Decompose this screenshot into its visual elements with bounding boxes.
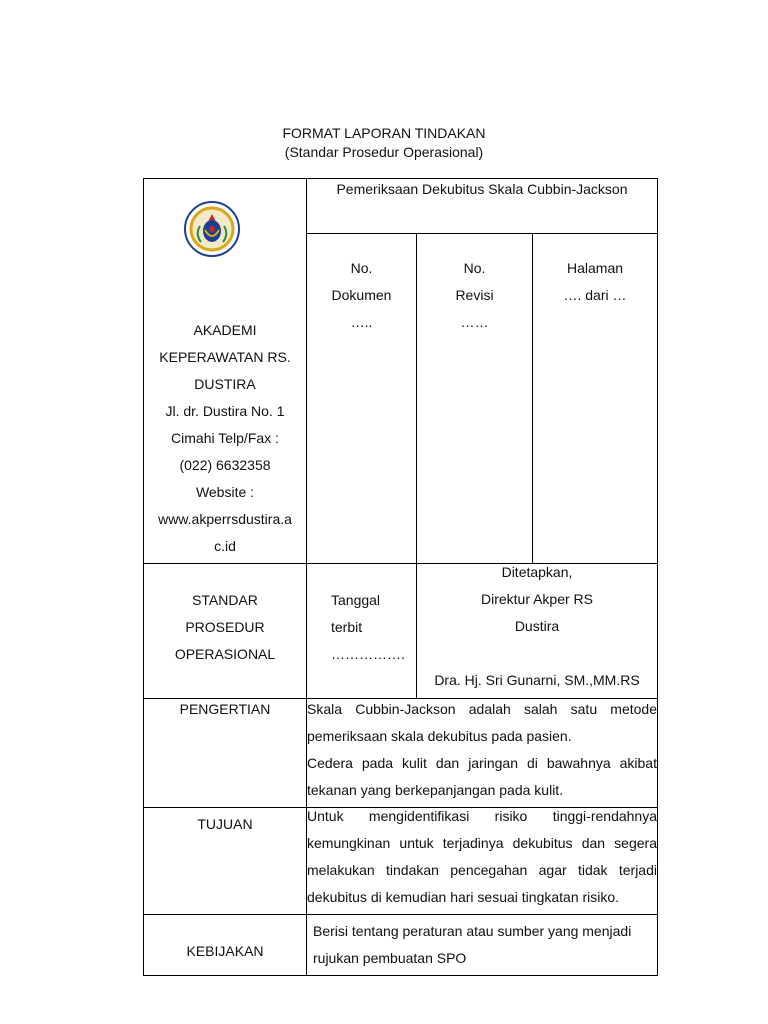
kebijakan-label: KEBIJAKAN <box>186 943 264 959</box>
revision-label-1: No. <box>463 260 486 276</box>
revision-label-2: Revisi <box>455 287 494 303</box>
tujuan-content <box>307 803 657 911</box>
issue-date-label-1: Tanggal <box>331 592 381 608</box>
kebijakan-paragraph: Berisi tentang peraturan atau sumber yang menjadi rujukan pembuatan SPO <box>313 923 632 966</box>
title-line-2: (Standar Prosedur Operasional) <box>284 144 484 160</box>
kebijakan-content <box>313 918 657 972</box>
institution-website: www.akperrsdustira.a <box>158 511 292 527</box>
doc-number-label-1: No. <box>350 260 373 276</box>
issue-date-value: ……………. <box>331 646 405 662</box>
page-value: …. dari … <box>563 287 627 303</box>
doc-number-label-2: Dokumen <box>331 287 392 303</box>
approval-org: Dustira <box>514 618 560 634</box>
institution-website-label: Website : <box>195 484 255 500</box>
institution-phone: (022) 6632358 <box>179 457 271 473</box>
signatory-name: Dra. Hj. Sri Gunarni, SM.,MM.RS <box>434 672 640 688</box>
title-line-1: FORMAT LAPORAN TINDAKAN <box>282 125 486 141</box>
pengertian-label: PENGERTIAN <box>179 701 271 717</box>
doc-number-cell <box>307 255 416 336</box>
institution-line: AKADEMI <box>193 322 257 338</box>
approval-title: Direktur Akper RS <box>480 591 594 607</box>
institution-info <box>143 317 307 560</box>
institution-logo <box>183 200 241 258</box>
approval-cell <box>417 559 657 640</box>
revision-value: …… <box>460 314 489 330</box>
table-border-bottom <box>143 975 658 976</box>
pengertian-content <box>307 696 657 804</box>
tujuan-label: TUJUAN <box>197 816 253 832</box>
header-divider <box>306 233 658 234</box>
doc-number-value: ….. <box>350 314 373 330</box>
sop-label <box>143 587 307 668</box>
tujuan-paragraph: Untuk mengidentifikasi risiko tinggi-rendahnya kemungkinan untuk terjadinya dekubitus dan segera melakukan tindakan pencegahan agar tidak terjadi dekubitus di kemudian hari sesuai tingkatan risiko. <box>307 808 657 905</box>
sop-label-line: OPERASIONAL <box>174 646 276 662</box>
approval-line: Ditetapkan, <box>501 564 573 580</box>
row-divider-4 <box>143 914 658 915</box>
institution-line: KEPERAWATAN RS. <box>159 349 291 365</box>
page-number-cell <box>533 255 657 309</box>
issue-date-label-2: terbit <box>331 619 363 635</box>
institution-address: Jl. dr. Dustira No. 1 <box>165 403 285 419</box>
pengertian-paragraph-1: Skala Cubbin-Jackson adalah salah satu metode pemeriksaan skala dekubitus pada pasien. <box>307 701 657 744</box>
page-label: Halaman <box>566 260 624 276</box>
table-border-left <box>143 178 144 976</box>
issue-date-cell <box>331 587 411 668</box>
institution-city-phone-label: Cimahi Telp/Fax : <box>171 430 279 446</box>
sop-table <box>143 178 658 976</box>
revision-number-cell <box>417 255 532 336</box>
procedure-name: Pemeriksaan Dekubitus Skala Cubbin-Jackson <box>336 181 628 197</box>
page-title <box>0 124 768 162</box>
sop-label-line: PROSEDUR <box>185 619 265 635</box>
institution-website-cont: c.id <box>214 538 236 554</box>
sop-label-line: STANDAR <box>192 592 258 608</box>
pengertian-paragraph-2: Cedera pada kulit dan jaringan di bawahnya akibat tekanan yang berkepanjangan pada kulit. <box>307 755 657 798</box>
table-border-right <box>657 178 658 976</box>
institution-line: DUSTIRA <box>194 376 256 392</box>
